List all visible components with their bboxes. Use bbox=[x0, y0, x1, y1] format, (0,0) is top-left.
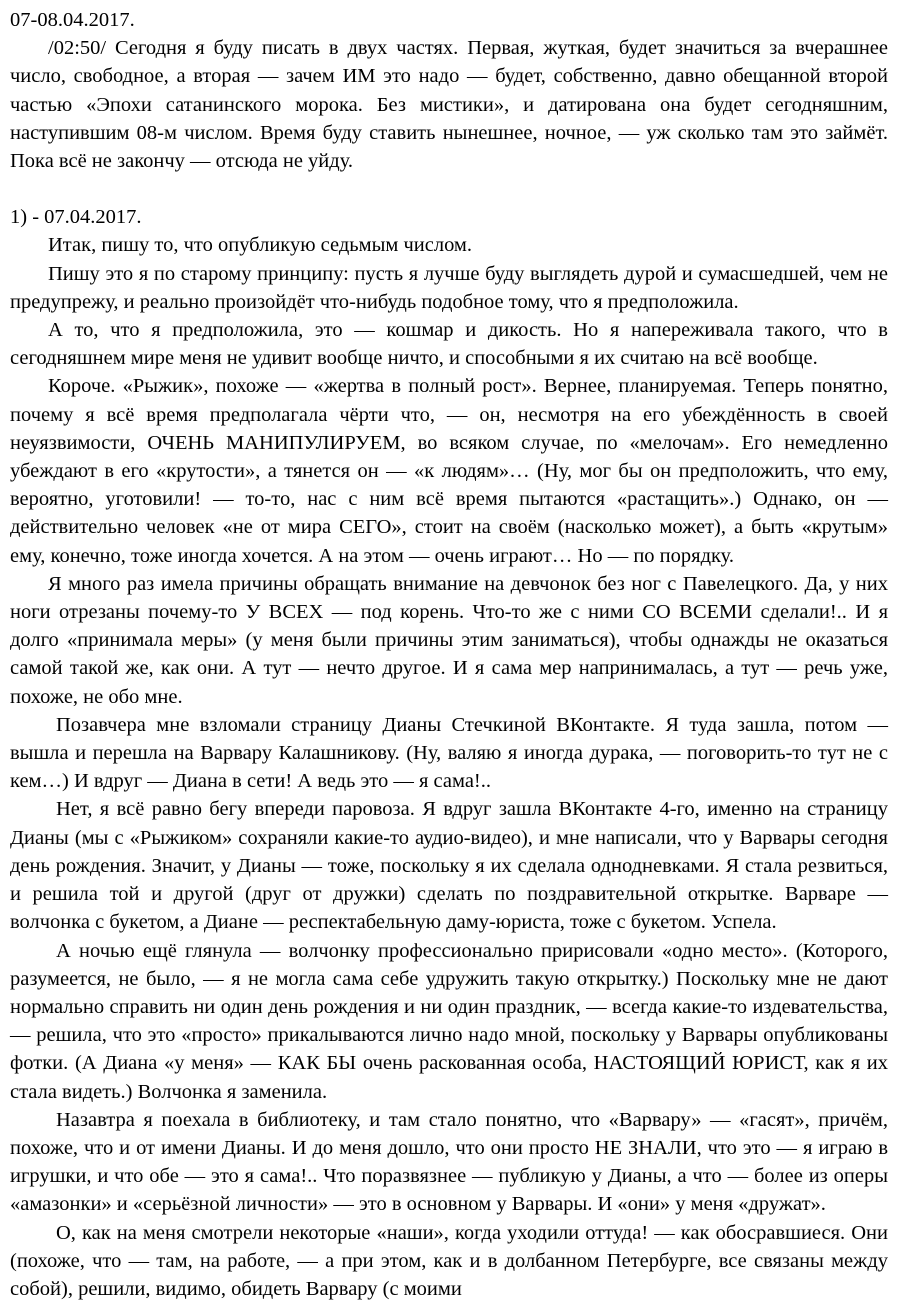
body-paragraph-3: А то, что я предположила, это — кошмар и дикость. Но я напереживала такого, что в сегодняшнем мире меня не удивит вообще ничто, и способными я их считаю на всё вообще. bbox=[10, 319, 888, 370]
body-paragraph-6: Позавчера мне взломали страницу Дианы Стечкиной ВКонтакте. Я туда зашла, потом — вышла и перешла на Варвару Калашникову. (Ну, валяю я иногда дурака, — поговорить-то тут не с кем…) И вдруг — Диана в сети! А ведь это — я сама!.. bbox=[10, 713, 888, 793]
section-heading: 1) - 07.04.2017. bbox=[10, 206, 142, 229]
paragraph-spacer bbox=[10, 175, 888, 203]
body-paragraph-9: Назавтра я поехала в библиотеку, и там стало понятно, что «Варвару» — «гасят», причём, похоже, что и от имени Дианы. И до меня дошло, что они просто НЕ ЗНАЛИ, что это — я играю в игрушки, и что обе — это я сама!.. Что поразвязнее — публикую у Дианы, а что — более из оперы «амазонки» и «серьёзной личности» — это в основном у Варвары. И «они» у меня «дружат». bbox=[10, 1108, 888, 1216]
body-paragraph-8: А ночью ещё глянула — волчонку профессионально пририсовали «одно место». (Которого, разумеется, не было, — я не могла сама себе удружить такую открытку.) Поскольку мне не дают нормально справить ни один день рождения и ни один праздник, — всегда какие-то издевательства, — решила, что это «просто» прикалываются лично надо мной, поскольку у Варвары опубликованы фотки. (А Диана «у меня» — КАК БЫ очень раскованная особа, НАСТОЯЩИЙ ЮРИСТ, как я их стала видеть.) Волчонка я заменила. bbox=[10, 939, 888, 1103]
body-paragraph-1: Итак, пишу то, что опубликую седьмым числом. bbox=[48, 234, 473, 257]
body-paragraph-5: Я много раз имела причины обращать внимание на девчонок без ног с Павелецкого. Да, у них ноги отрезаны почему-то У ВСЕХ — под корень. Что-то же с ними СО ВСЕМИ сделали!.. И я долго «принимала меры» (у меня были причины этим заниматься), чтобы однажды не оказаться самой такой же, как они. А тут — нечто другое. И я сама мер напринималась, а тут — речь уже, похоже, не обо мне. bbox=[10, 572, 888, 708]
body-paragraph-10: О, как на меня смотрели некоторые «наши», когда уходили оттуда! — как обосравшиеся. Они (похоже, что — там, на работе, — а при этом, как и в долбанном Петербурге, все связаны между собой), решили, видимо, обидеть Варвару (с моими bbox=[10, 1221, 888, 1300]
body-paragraph-7: Нет, я всё равно бегу впереди паровоза. Я вдруг зашла ВКонтакте 4-го, именно на страницу Дианы (мы с «Рыжиком» сохраняли какие-то аудио-видео), и мне написали, что у Варвары сегодня день рождения. Значит, у Дианы — тоже, поскольку я их сделала однодневками. Я стала резвиться, и решила той и другой (друг от дружки) сделать по поздравительной открытке. Варваре — волчонка с букетом, а Диане — респектабельную даму-юриста, тоже с букетом. Успела. bbox=[10, 798, 888, 934]
date-heading: 07-08.04.2017. bbox=[10, 9, 135, 31]
intro-paragraph: /02:50/ Сегодня я буду писать в двух частях. Первая, жуткая, будет значиться за вчерашнее число, свободное, а вторая — зачем ИМ это надо — будет, собственно, давно обещанной второй частью «Эпохи сатанинского морока. Без мистики», и датирована она будет сегодняшним, наступившим 08-м числом. Время буду ставить нынешнее, ночное, — уж сколько там это займёт. Пока всё не закончу — отсюда не уйду. bbox=[10, 37, 888, 173]
body-paragraph-4: Короче. «Рыжик», похоже — «жертва в полный рост». Вернее, планируемая. Теперь понятно, почему я всё время предполагала чёрти что, — он, несмотря на его убеждённость в своей неуязвимости, ОЧЕНЬ МАНИПУЛИРУЕМ, во всяком случае, по «мелочам». Его немедленно убеждают в его «крутости», а тянется он — «к людям»… (Ну, мог бы он предположить, что ему, вероятно, уготовили! — то-то, нас с ним всё время пытаются «растащить».) Однако, он — действительно человек «не от мира СЕГО», стоит на своём (насколько может), а быть «крутым» ему, конечно, тоже иногда хочется. А на этом — очень играют… Но — по порядку. bbox=[10, 375, 888, 567]
body-paragraph-2: Пишу это я по старому принципу: пусть я лучше буду выглядеть дурой и сумасшедшей, чем не предупрежу, и реально произойдёт что-нибудь подобное тому, что я предположила. bbox=[10, 262, 888, 313]
